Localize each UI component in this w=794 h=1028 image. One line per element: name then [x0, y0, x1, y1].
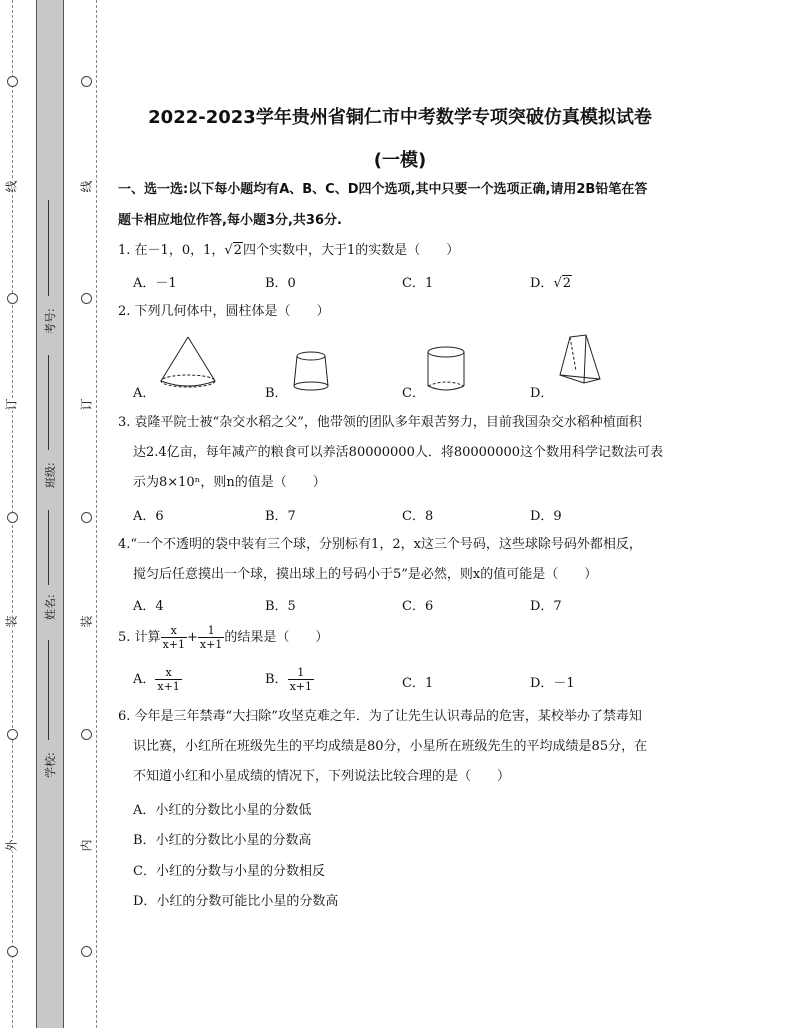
option-b: B．小红的分数比小星的分数高 [133, 833, 312, 848]
question-text: 计算 [134, 630, 161, 645]
question-2 [118, 297, 688, 327]
school-label: 学校: [44, 752, 57, 778]
question-text: 四个实数中，大于1的实数是（ ） [242, 243, 460, 258]
binding-hole [81, 946, 92, 957]
page-title: 2022-2023学年贵州省铜仁市中考数学专项突破仿真模拟试卷 [148, 107, 652, 128]
question-number: 3. [118, 415, 131, 430]
class-blank[interactable] [48, 355, 49, 450]
question-text: 的结果是（ ） [224, 630, 329, 645]
name-blank[interactable] [48, 510, 49, 585]
page-subtitle: (一模) [373, 150, 427, 171]
question-line: 不知道小红和小星成绩的情况下，下列说法比较合理的是（ ） [133, 769, 511, 784]
binding-hole [81, 512, 92, 523]
binding-hole [7, 512, 18, 523]
option-b: B． [265, 386, 288, 401]
outer-mark-order: 订 [4, 398, 19, 411]
option-d: D．小红的分数可能比小星的分数高 [133, 894, 339, 909]
question-line: 4.“一个不透明的袋中装有三个球，分别标有1，2，x这三个号码，这些球除号码外都相反， [118, 537, 642, 552]
inner-mark-line: 线 [79, 180, 94, 193]
binding-hole [7, 946, 18, 957]
option-d: D．－1 [530, 676, 575, 691]
inner-mark-order: 订 [79, 398, 94, 411]
fraction: $\frac{1}{x+1}$ [199, 624, 223, 651]
option-c: C．8 [402, 509, 434, 524]
question-line: 搅匀后任意摸出一个球，摸出球上的号码小于5”是必然，则x的值可能是（ ） [133, 567, 598, 582]
question-text: 下列几何体中，圆柱体是（ ） [134, 304, 330, 319]
option-a: A．4 [133, 599, 164, 614]
option-c: C． [402, 386, 425, 401]
inner-mark-bind: 装 [79, 615, 94, 628]
option-a: A．－1 [133, 276, 177, 291]
pyramid-frustum-shape [556, 333, 602, 389]
fraction: $\frac{1}{x+1}$ [289, 666, 312, 693]
inner-mark-inside: 内 [79, 839, 94, 852]
option-label: D． [530, 276, 554, 291]
option-d [530, 272, 572, 291]
question-line: 3. 袁隆平院士被“杂交水稻之父”，他带领的团队多年艰苦努力，目前我国杂交水稻种植面积 [118, 415, 642, 430]
binding-hole [7, 729, 18, 740]
option-a: A． $\frac{x}{x+1}$ [133, 666, 180, 693]
option-a: A． [133, 386, 156, 401]
binding-hole [7, 76, 18, 87]
option-c: C．小红的分数与小星的分数相反 [133, 864, 325, 879]
exam-number-blank[interactable] [48, 200, 49, 296]
question-text: 在－1，0，1， [134, 243, 225, 258]
exam-number-label: 考号: [44, 308, 57, 334]
sqrt-symbol: √ [224, 243, 233, 258]
fraction: $\frac{x}{x+1}$ [162, 624, 185, 651]
option-d: D．9 [530, 509, 562, 524]
binding-hole [81, 293, 92, 304]
binding-strip [36, 0, 64, 1028]
option-d: D．7 [530, 599, 562, 614]
option-a: A．小红的分数比小星的分数低 [133, 803, 312, 818]
name-label: 姓名: [44, 594, 57, 620]
outer-mark-bind: 装 [4, 615, 19, 628]
question-line: 达2.4亿亩，每年减产的粮食可以养活80000000人．将80000000这个数用科学记数法可表 [133, 445, 664, 460]
outer-mark-line: 线 [4, 180, 19, 193]
question-6 [118, 702, 688, 792]
question-number: 1. [118, 243, 131, 258]
question-line: 识比赛，小红所在班级先生的平均成绩是80分，小星所在班级先生的平均成绩是85分，在 [133, 739, 648, 754]
binding-hole [81, 76, 92, 87]
option-c: C．1 [402, 676, 434, 691]
option-b: B．7 [265, 509, 296, 524]
section-instructions [118, 174, 688, 236]
binding-hole [7, 293, 18, 304]
question-5 [118, 624, 688, 652]
option-b: B．5 [265, 599, 296, 614]
question-line: 示为8×10ⁿ，则n的值是（ ） [133, 475, 326, 490]
question-number: 4. [118, 537, 131, 552]
question-number: 6. [118, 709, 131, 724]
cone-shape [158, 335, 218, 391]
fraction: $\frac{x}{x+1}$ [157, 666, 180, 693]
section-line: 一、选一选:以下每小题均有A、B、C、D四个选项,其中只要一个选项正确,请用2B铅笔在答 [118, 182, 648, 197]
question-1 [118, 236, 688, 266]
option-b: B．0 [265, 276, 296, 291]
option-c: C．6 [402, 599, 434, 614]
question-number: 5. [118, 630, 131, 645]
class-label: 班级: [44, 462, 57, 488]
cylinder-shape [426, 346, 466, 392]
sqrt-symbol: √ [553, 276, 562, 291]
question-3 [118, 408, 688, 498]
section-line: 题卡相应地位作答,每小题3分,共36分. [118, 213, 342, 228]
question-4 [118, 530, 688, 590]
binding-hole [81, 729, 92, 740]
school-blank[interactable] [48, 640, 49, 740]
question-number: 2. [118, 304, 131, 319]
sqrt-radicand: 2 [562, 276, 572, 291]
option-d: D． [530, 386, 554, 401]
inner-cut-line [96, 0, 97, 1028]
option-b: B． $\frac{1}{x+1}$ [265, 666, 312, 693]
plus-sign: + [186, 630, 198, 645]
option-c: C．1 [402, 276, 434, 291]
option-a: A．6 [133, 509, 164, 524]
question-line: 6. 今年是三年禁毒“大扫除”攻坚克难之年．为了让先生认识毒品的危害，某校举办了禁毒知 [118, 709, 642, 724]
sqrt-radicand: 2 [233, 243, 242, 258]
outer-mark-outside: 外 [4, 839, 19, 852]
frustum-shape [292, 350, 330, 392]
